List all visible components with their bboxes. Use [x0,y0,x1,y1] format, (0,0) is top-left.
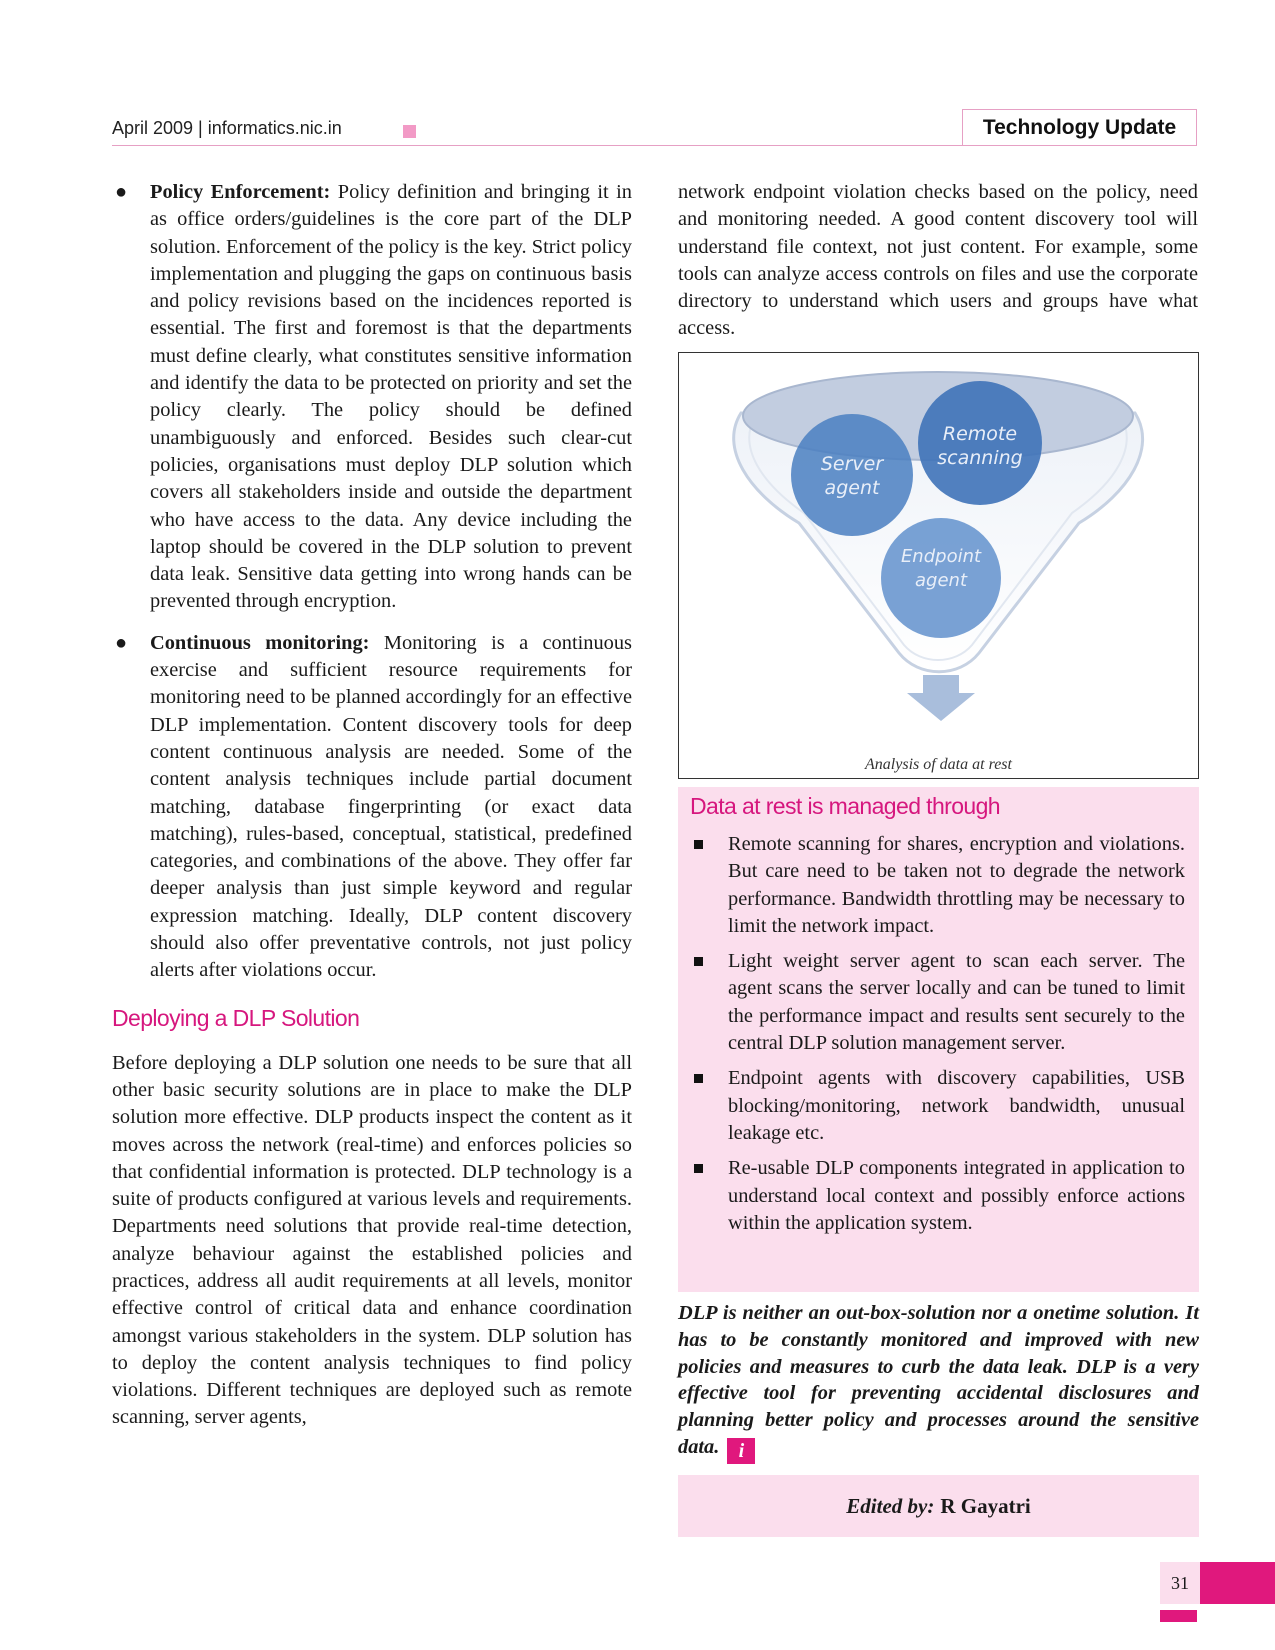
left-column [112,179,632,1432]
bullet-icon: ● [115,631,128,654]
list-item-text: Endpoint agents with discovery capabilities, USB blocking/monitoring, network bandwidth, unusual leakage etc. [728,1067,1185,1144]
section-paragraph: Before deploying a DLP solution one needs to be sure that all other basic security solutions are in place to make the DLP solution more effective. DLP products inspect the content as it moves across the network (real-time) and enforces policies so that confidential information is protected. DLP technology is a suite of products configured at various levels and requirements. Departments need solutions that provide real-time detection, analyze behaviour against the established policies and practices, address all audit requirements at all levels, monitor effective control of critical data and enhance coordination amongst various stakeholders in the system. DLP solution has to deploy the content analysis techniques to find policy violations. Different techniques are deployed such as remote scanning, server agents, [112,1051,632,1429]
editor-name: R Gayatri [940,1493,1031,1518]
right-column [678,179,1198,343]
header-publication-date: April 2009 | informatics.nic.in [112,118,342,138]
endpoint-agent-label-2: agent [915,570,967,591]
page-corner-strip-small [1160,1610,1197,1622]
closing-quote [678,1300,1199,1464]
list-item-text: Light weight server agent to scan each server. The agent scans the server locally and can be tuned to limit the performance impact and results sent securely to the central DLP solution management server. [728,950,1185,1055]
endpoint-agent-label-1: Endpoint [900,546,982,567]
bullet-heading: Continuous monitoring: [150,631,370,654]
square-bullet-icon [694,840,703,849]
server-agent-circle [791,414,913,536]
sidebar-box [678,787,1199,1292]
sidebar-title: Data at rest is managed through [690,793,1000,819]
list-item [690,1065,1185,1147]
square-bullet-icon [694,957,703,966]
list-item [690,1155,1185,1237]
section-heading: Deploying a DLP Solution [112,1004,360,1031]
info-icon: i [727,1438,755,1464]
list-item [690,831,1185,940]
closing-quote-text: DLP is neither an out-box-solution nor a onetime solution. It has to be constantly monitored and improved with new policies and measures to curb the data leak. DLP is a very effective tool for preventing accidental disclosures and planning better policy and processes around the sensitive data. [678,1302,1199,1458]
remote-scanning-label-2: scanning [937,447,1023,469]
bullet-text: Monitoring is a continuous exercise and sufficient resource requirements for monitoring need to be planned accordingly for an effective DLP implementation. Content discovery tools for deep content continuous analysis are needed. Some of the content analysis techniques include partial document matching, database fingerprinting (or exact data matching), rules-based, conceptual, statistical, predefined categories, and combinations of the above. They offer far deeper analysis than just simple keyword and regular expression matching. Ideally, DLP content discovery should also offer preventative controls, not just policy alerts after violations occur. [150,631,632,982]
figure-funnel-diagram [678,352,1199,779]
remote-scanning-label-1: Remote [942,423,1018,445]
list-item [690,948,1185,1057]
intro-paragraph: network endpoint violation checks based on the policy, need and monitoring needed. A good content discovery tool will understand file context, not just content. For example, some tools can analyze access controls on files and use the corporate directory to understand which users and groups have what access. [678,181,1198,340]
list-item-text: Re-usable DLP components integrated in application to understand local context and possibly enforce actions within the application system. [728,1157,1185,1234]
square-bullet-icon [694,1074,703,1083]
figure-caption: Analysis of data at rest [865,756,1012,773]
bullet-continuous-monitoring [112,630,632,985]
bullet-paragraph [150,179,632,616]
header-square-decoration [403,125,416,138]
bullet-icon: ● [115,181,128,203]
edited-by-box [678,1475,1199,1537]
down-arrow-icon [907,675,975,721]
funnel-diagram-svg [679,353,1197,753]
bullet-text: Policy definition and bringing it in as office orders/guidelines is the core part of the DLP solution. Enforcement of the policy is the key. Strict policy implementation and plugging the gaps on continuous basis and policy revisions based on the incidences reported is essential. The first and foremost is that the departments must define clearly, what constitutes sensitive information and identify the data to be protected on priority and set the policy clearly. The policy should be defined unambiguously and enforced. Besides such clear-cut policies, organisations must deploy DLP solution which covers all stakeholders inside and outside the department who have access to the data. Any device including the laptop should be covered in the DLP solution to prevent data leak. Sensitive data getting into wrong hands can be prevented through encryption. [150,181,632,613]
edited-by-label: Edited by: [846,1493,935,1518]
bullet-policy-enforcement [112,179,632,616]
bullet-heading: Policy Enforcement: [150,181,331,203]
page-corner-strip [1200,1562,1275,1604]
list-item-text: Remote scanning for shares, encryption and violations. But care need to be taken not to degrade the network performance. Bandwidth throttling may be necessary to limit the network impact. [728,833,1185,937]
square-bullet-icon [694,1164,703,1173]
section-label: Technology Update [962,109,1197,146]
sidebar-list [690,831,1185,1245]
page-number: 31 [1160,1562,1200,1604]
bullet-paragraph [150,630,632,985]
server-agent-label-2: agent [824,477,880,499]
server-agent-label-1: Server [820,453,884,475]
